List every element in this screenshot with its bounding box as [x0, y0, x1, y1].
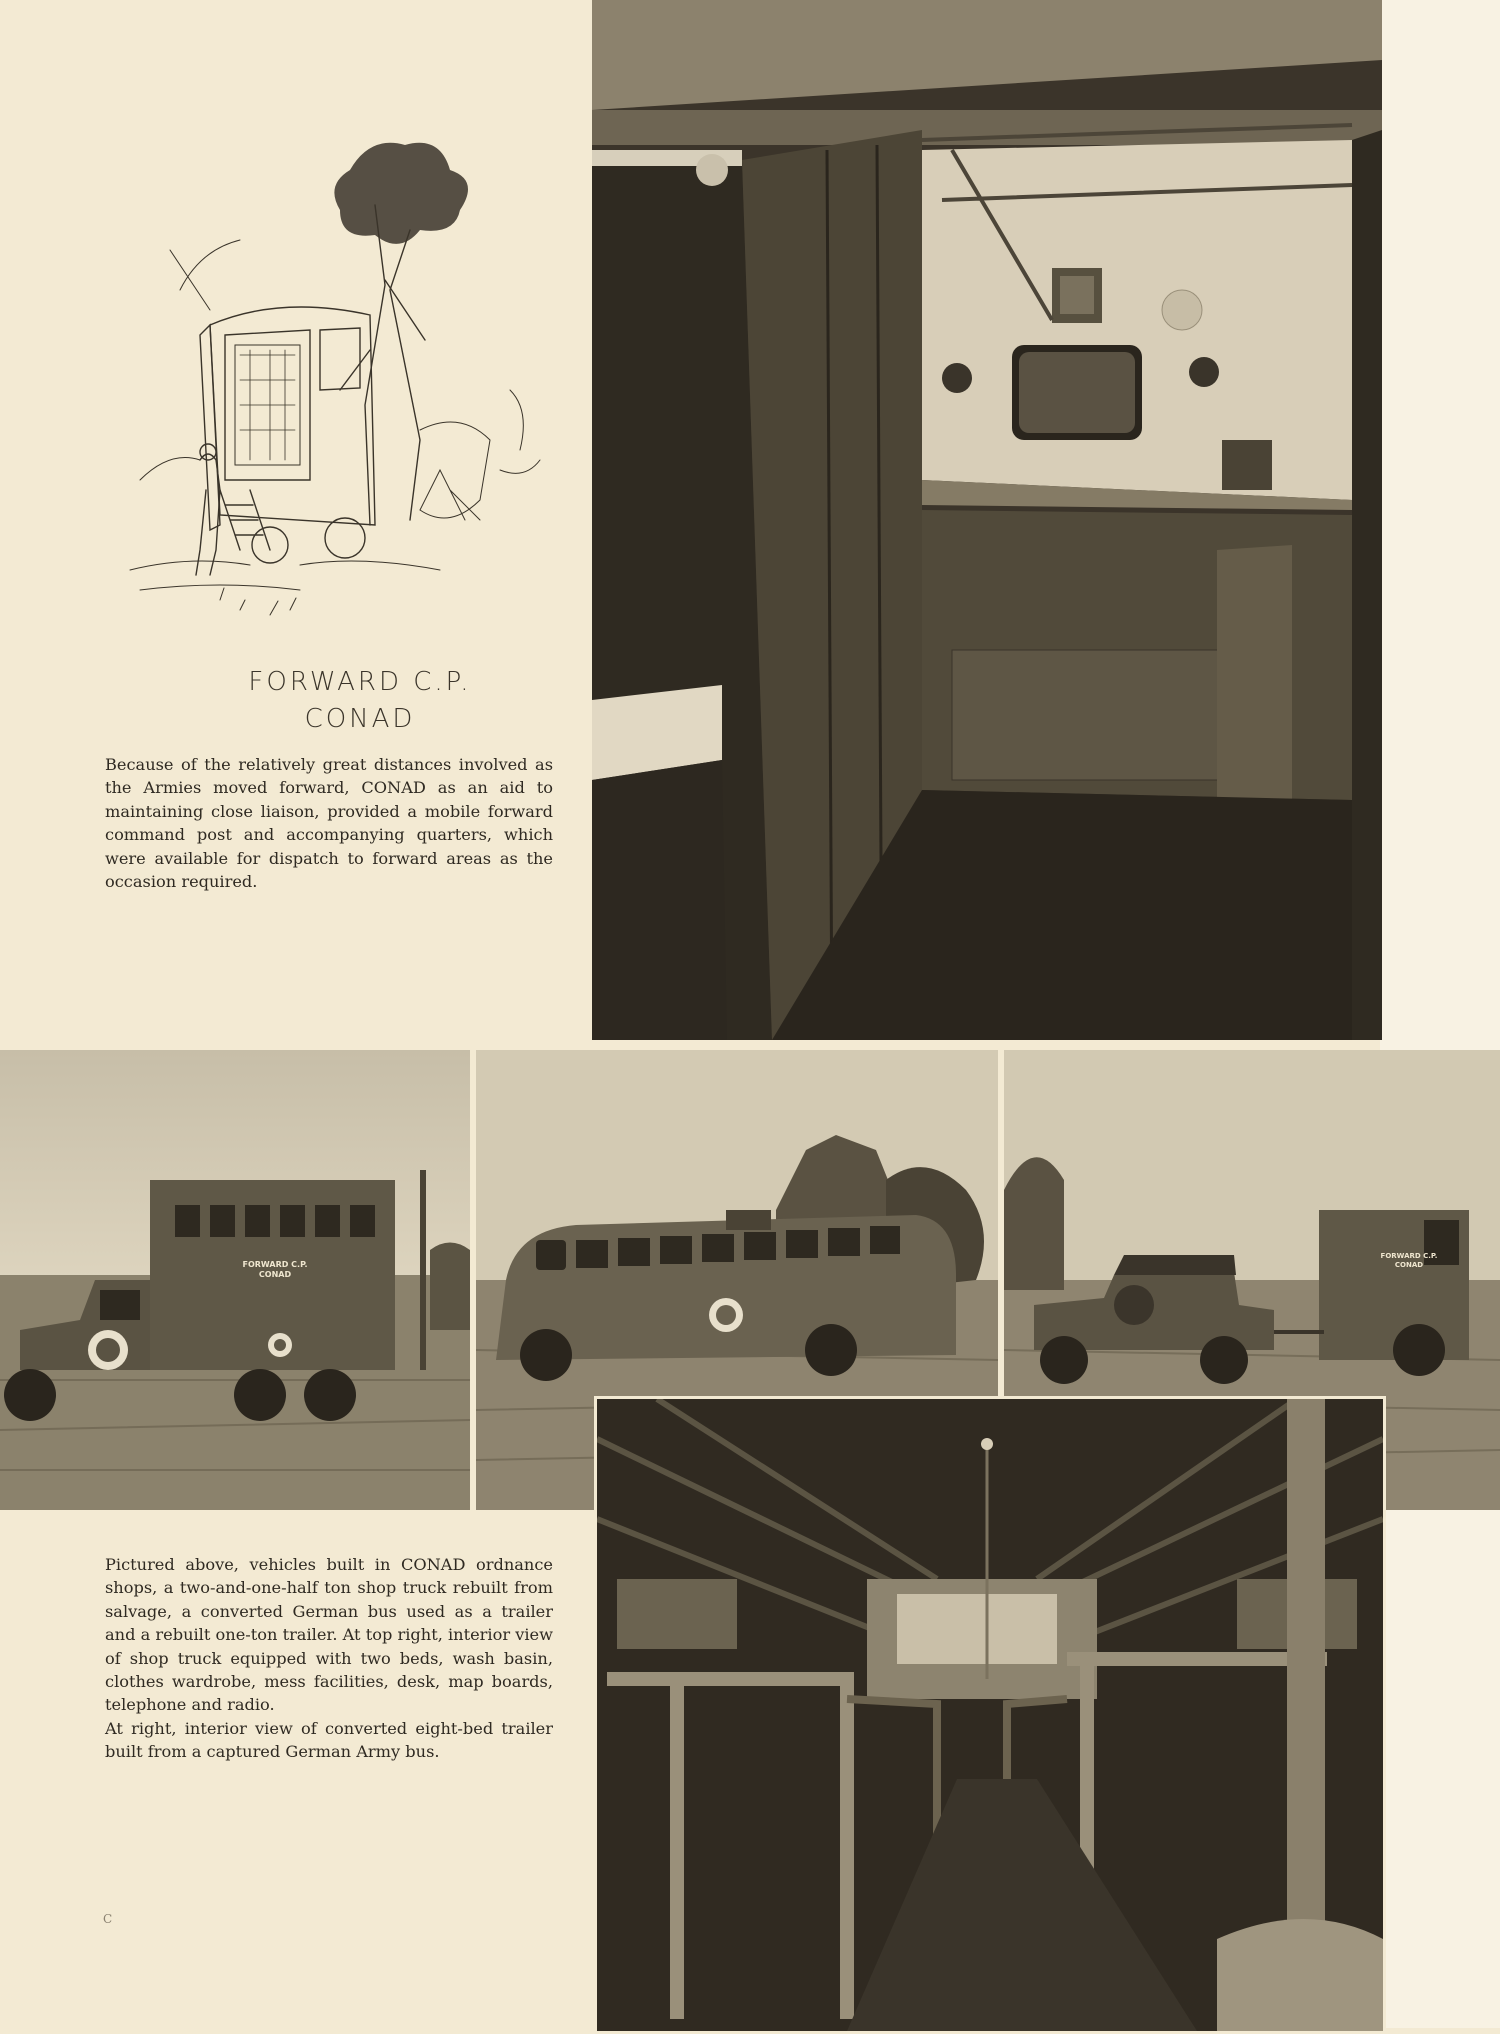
truck-marking — [230, 1260, 320, 1280]
lower-caption-para1: Pictured above, vehicles built in CONAD ordnance shops, a two-and-one-half ton shop truck rebuilt from salvage, a converted German bus used as a trailer and a rebuilt one-ton trailer. At top right, interior view of shop truck equipped with two beds, wash basin, clothes wardrobe, mess facilities, desk, map boards, telephone and radio. — [105, 1555, 553, 1715]
trailer-marking-line2: CONAD — [1394, 1261, 1424, 1269]
photo-bus-interior — [594, 1396, 1386, 2034]
trailer-marking-line1: FORWARD C.P. — [1380, 1252, 1438, 1260]
intro-caption: Because of the relatively great distances involved as the Armies moved forward, CONAD as an aid to maintaining close liaison, provided a mobile forward command post and accompanying quarters, which were available for dispatch to forward areas as the occasion required. — [105, 755, 553, 892]
photo-shop-truck — [0, 1050, 470, 1510]
photo-shop-truck-interior — [592, 0, 1382, 1040]
page-title — [160, 664, 560, 738]
sketch-illustration — [120, 130, 560, 630]
page-margin — [1380, 0, 1500, 2028]
truck-marking-line1: FORWARD C.P. — [242, 1260, 308, 1269]
page-title-line1: FORWARD C.P. — [248, 667, 472, 697]
truck-marking-line2: CONAD — [258, 1270, 292, 1279]
trailer-marking — [1364, 1252, 1454, 1270]
page-number: C — [103, 1912, 113, 1926]
page-title-line2: CONAD — [304, 704, 416, 734]
lower-caption-para2: At right, interior view of converted eight-bed trailer built from a captured German Army bus. — [105, 1718, 553, 1762]
lower-caption — [105, 1553, 553, 1764]
